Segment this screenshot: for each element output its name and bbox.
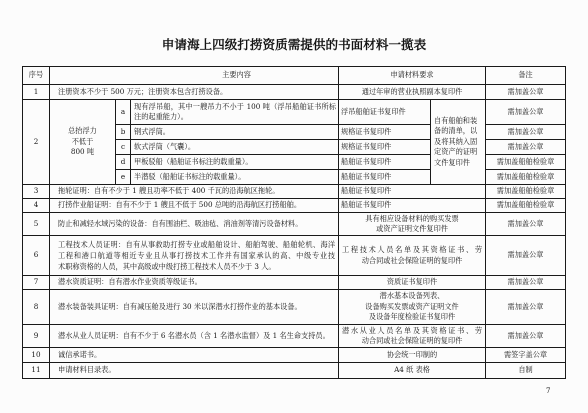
row-3-content: 拖轮证明：自有不少于 1 艘且功率不低于 400 千瓦的沿海航区拖轮。: [50, 185, 339, 199]
row-2-label-line: 800 吨: [70, 147, 95, 157]
row-3-requirement: 船舶证书复印件: [339, 185, 486, 199]
table-row-7: [23, 276, 566, 290]
row-8-requirement-line: 设备购买发票或资产证明文件: [365, 301, 459, 311]
row-2c-requirement: 规格证书复印件: [339, 140, 431, 155]
row-11-content: 申请材料目录表。: [50, 363, 339, 379]
table-row-8: [23, 290, 566, 325]
table-header-row: [23, 67, 566, 85]
materials-table: [22, 66, 566, 379]
row-2a-content-line: 现有浮吊船，其中一艘吊力不小于 100 吨（浮吊船舶证书所标: [134, 101, 337, 111]
row-11-requirement: A4 纸 表格: [339, 363, 486, 379]
row-5-content: 防止和减轻水域污染的设备：自有围油栏、吸油毡、消油剂等清污设备材料。: [50, 213, 339, 236]
row-2b-requirement: 规格证书复印件: [339, 125, 431, 140]
row-10-content: 诚信承诺书。: [50, 348, 339, 363]
row-8-requirement-line: 潜水基本设备列表、: [379, 291, 445, 301]
row-2b-letter: b: [116, 125, 131, 140]
row-11-number: 11: [23, 363, 50, 379]
row-6-requirement-line: 动合同或社会保险证明的复印件: [361, 255, 463, 265]
header-main-content: 主要内容: [50, 67, 339, 85]
row-8-remark: 需加盖公章: [486, 290, 566, 325]
header-requirements: 申请材料要求: [339, 67, 486, 85]
row-6-number: 6: [23, 236, 50, 276]
table-row-5: [23, 213, 566, 236]
row-2e-content: 半潜驳（船舶证书标注的载重量）。: [131, 170, 339, 185]
table-row-11: [23, 363, 566, 379]
row-7-number: 7: [23, 276, 50, 290]
page-number: 7: [546, 387, 551, 395]
row-1-number: 1: [23, 85, 50, 100]
row-2e-letter: e: [116, 170, 131, 185]
row-2a-remark: 需加盖公章: [486, 100, 566, 125]
row-2a-requirement: 浮吊船舶证书复印件: [339, 100, 431, 125]
row-2b-remark: 需加盖公章: [486, 125, 566, 140]
row-5-requirement-line: 或资产证明文件复印件: [376, 224, 448, 233]
row-3-remark: 需加盖船舶检验章: [486, 185, 566, 199]
table-row-3: [23, 185, 566, 199]
row-2a-content: [131, 100, 339, 125]
row-9-remark: 需加盖公章: [486, 325, 566, 348]
row-6-remark: 需加盖公章: [486, 236, 566, 276]
row-3-number: 3: [23, 185, 50, 199]
row-5-requirement-line: 具有相应设备材料的购买发票: [365, 213, 459, 223]
row-2e-remark: 需加盖船舶检验章: [486, 170, 566, 185]
row-6-content-line: 工程和港口航道等相近专业且从事打捞技术工作并有国家承认的高、中级专业技: [58, 251, 336, 260]
row-8-number: 8: [23, 290, 50, 325]
row-2c-content: 软式浮筒（气囊）。: [131, 140, 339, 155]
row-1-content: 注册资本不少于 500 万元；注册资本包含打捞设备。: [50, 85, 339, 100]
row-6-requirement-line: 工程技术人员名单及其资格证书、劳: [342, 245, 483, 254]
row-2-label-line: 不低于: [71, 136, 94, 146]
row-5-remark: 需加盖公章: [486, 213, 566, 236]
row-2d-requirement: 船舶证书复印件: [339, 155, 431, 170]
row-2d-remark: 需加盖船舶检验章: [486, 155, 566, 170]
table-row-9: [23, 325, 566, 348]
row-2a-letter: a: [116, 100, 131, 125]
row-4-content: 打捞作业船证明：自有不少于 1 艘且不低于 500 总吨的沿海航区打捞船舶。: [50, 199, 339, 213]
row-8-requirement-line: 及设备年度检验证书复印件: [368, 312, 456, 322]
row-2e-requirement: 船舶证书复印件: [339, 170, 431, 185]
row-2a-content-line: 注的起重能力）。: [134, 112, 188, 121]
row-1-remark: 需加盖公章: [486, 85, 566, 100]
row-11-remark: 自制: [486, 363, 566, 379]
document-title: 申请海上四级打捞资质需提供的书面材料一揽表: [161, 37, 427, 52]
table-row-6: [23, 236, 566, 276]
row-9-number: 9: [23, 325, 50, 348]
row-10-requirement: 协会统一印制的: [339, 348, 486, 363]
row-4-number: 4: [23, 199, 50, 213]
table-row-4: [23, 199, 566, 213]
header-remarks: 备注: [486, 67, 566, 85]
row-6-content-line: 术职称资格的人员，其中高级或中级打捞工程技术人员不少于 3 人。: [58, 262, 276, 271]
row-2d-letter: d: [116, 155, 131, 170]
table-row-10: [23, 348, 566, 363]
row-9-requirement-line: 动合同或社会保险证明的复印件: [361, 336, 463, 345]
row-6-content-line: 工程技术人员证明：自有从事救助打捞专业或船舶设计、船舶驾驶、船舶轮机、海洋: [58, 240, 336, 249]
table-row-2a: [23, 100, 566, 125]
row-2d-content: 甲板驳船（船舶证书标注的载重量）。: [131, 155, 339, 170]
row-5-requirement: [339, 213, 486, 236]
row-6-requirement: [339, 236, 486, 276]
table-row-1: [23, 85, 566, 100]
row-10-remark: 需签字盖公章: [486, 348, 566, 363]
row-6-content: [50, 236, 339, 276]
row-5-number: 5: [23, 213, 50, 236]
row-2b-content: 钢式浮筒。: [131, 125, 339, 140]
row-2-shared-requirement: 自有船舶和装备的清单，以及将其纳入固定资产的证明文件复印件: [431, 100, 486, 185]
row-7-content: 潜水资质证明：自有潜水作业资质等级证书。: [50, 276, 339, 290]
row-2c-letter: c: [116, 140, 131, 155]
row-4-remark: 需加盖船舶检验章: [486, 199, 566, 213]
header-number: 序号: [23, 67, 50, 85]
row-8-content: 潜水装备装具证明：自有减压舱及进行 30 米以深潜水打捞作业的基本设备。: [50, 290, 339, 325]
row-9-requirement-line: 潜水从业人员名单及其资格证书、劳: [342, 325, 483, 335]
row-9-content: 潜水从业人员证明：自有不少于 6 名潜水员（含 1 名潜水监督）及 1 名生命支持员。: [50, 325, 339, 348]
row-8-requirement: [339, 290, 486, 325]
row-4-requirement: 船舶证书复印件: [339, 199, 486, 213]
row-9-requirement: [339, 325, 486, 348]
row-7-remark: 需加盖公章: [486, 276, 566, 290]
row-2-label: [50, 100, 116, 185]
row-2-number: 2: [23, 100, 50, 185]
row-10-number: 10: [23, 348, 50, 363]
row-2c-remark: 需加盖公章: [486, 140, 566, 155]
row-7-requirement: 资质证书复印件: [339, 276, 486, 290]
row-2-label-line: 总抬浮力: [68, 126, 97, 136]
row-1-requirement: 通过年审的营业执照副本复印件: [339, 85, 486, 100]
